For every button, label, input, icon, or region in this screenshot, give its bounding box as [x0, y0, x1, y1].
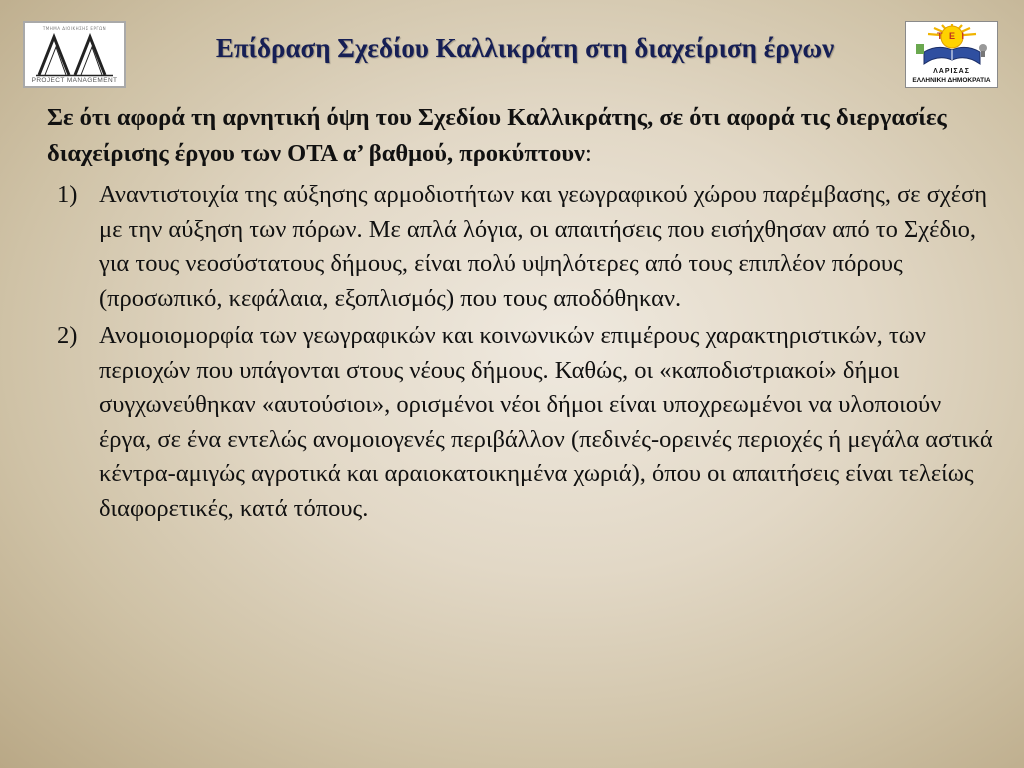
slide-title: Επίδραση Σχεδίου Καλλικράτη στη διαχείριση έργων — [215, 33, 835, 63]
list-item — [47, 319, 997, 526]
list-item-text: Αναντιστοιχία της αύξησης αρμοδιοτήτων και γεωγραφικού χώρου παρέμβασης, σε σχέση με την αύξηση των πόρων. Με απλά λόγια, οι απαιτήσεις που εισήχθησαν από το Σχέδιο, για τους νεοσύστατους δήμους, είναι πολύ υψηλότερες από τους επιπλέον πόρους (προσωπικό, κεφάλαια, εξοπλισμός) που τους αποδόθηκαν. — [99, 181, 988, 312]
logo-top-text: ΤΜΗΜΑ ΔΙΟΙΚΗΣΗΣ ΕΡΓΩΝ — [42, 26, 107, 31]
logo-bottom-text: PROJECT MANAGEMENT — [31, 77, 118, 84]
logo-caption-republic: ΕΛΛΗΝΙΚΗ ΔΗΜΟΚΡΑΤΙΑ — [912, 77, 991, 84]
logo-caption-larisas: ΛΑΡΙΣΑΣ — [933, 68, 970, 75]
list-item-text: Ανομοιομορφία των γεωγραφικών και κοινωνικών επιμέρους χαρακτηριστικών, των περιοχών που υπάγονται στους νέους δήμους. Καθώς, οι «καποδιστριακοί» δήμοι συγχωνεύθηκαν «αυτούσιοι», ορισμένοι νέοι δήμοι είναι υποχρεωμένοι να υλοποιούν έργα, σε ένα εντελώς ανομοιογενές περιβάλλον (πεδινές-ορεινές περιοχές ή μεγάλα αστικά κέντρα-αμιγώς αγροτικά και αραιοκατοικημένα χωριά), όπου οι απαιτήσεις είναι τελείως διαφορετικές, κατά τόπους. — [99, 322, 993, 522]
intro-text: Σε ότι αφορά τη αρνητική όψη του Σχεδίου Καλλικράτης, σε ότι αφορά τις διεργασίες διαχείρισης έργου των ΟΤΑ α’ βαθμού, προκύπτουν — [47, 104, 947, 167]
slide-body — [47, 100, 997, 529]
list-item-number: 2) — [57, 322, 78, 349]
list-item-number: 1) — [57, 181, 78, 208]
tei-larisas-logo — [905, 21, 998, 88]
intro-paragraph — [47, 100, 997, 172]
tei-letters: Τ Ε Ι — [936, 31, 966, 41]
list-item — [47, 178, 997, 316]
double-lambda-icon — [35, 33, 115, 77]
project-management-logo — [23, 21, 126, 88]
intro-colon: : — [585, 140, 592, 167]
